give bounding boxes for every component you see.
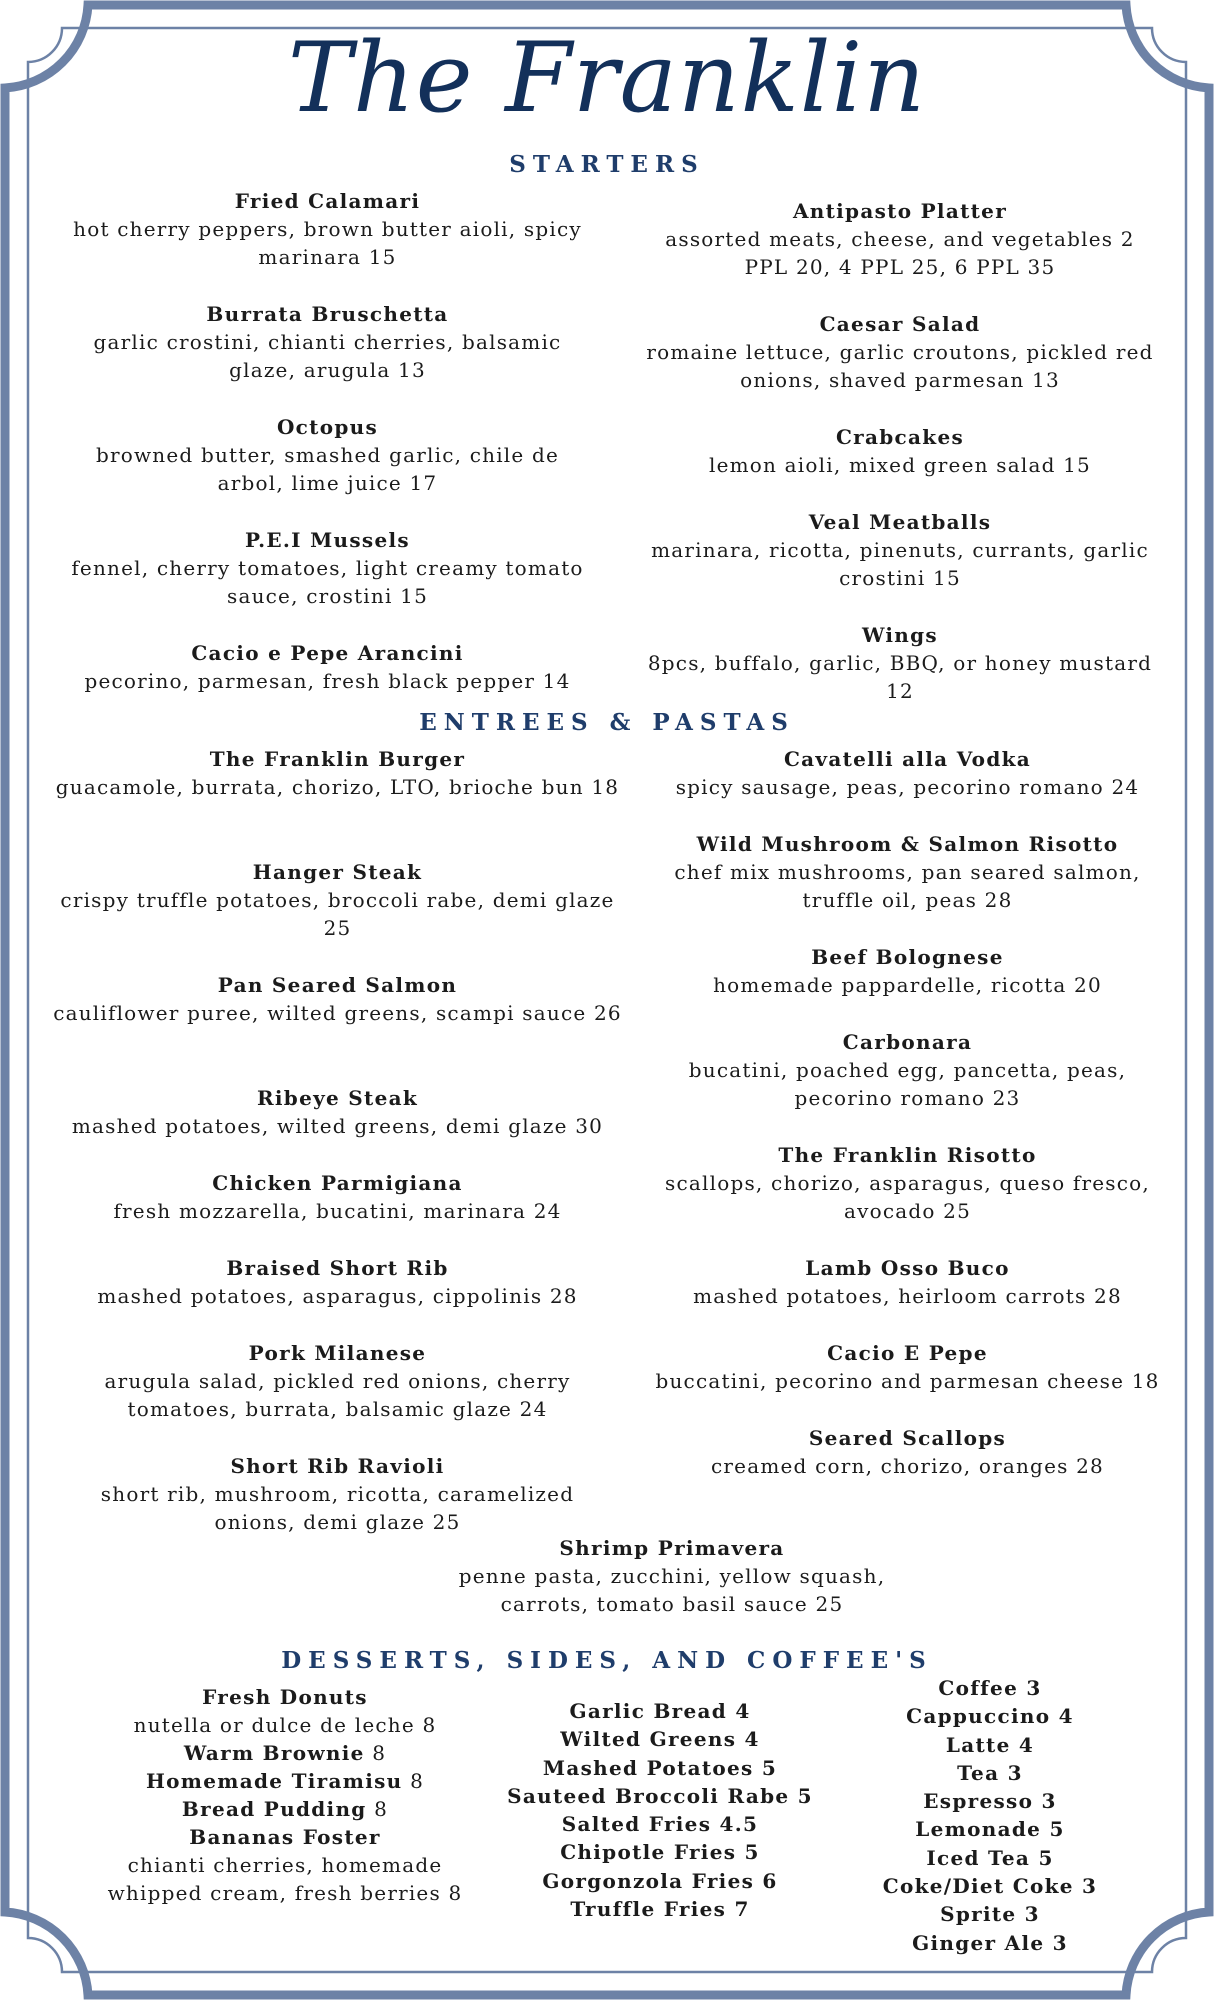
item-name: Seared Scallops [808, 1426, 1007, 1450]
item-description: fennel, cherry tomatoes, light creamy tomato sauce, crostini 15 [71, 556, 584, 608]
item-description: mashed potatoes, wilted greens, demi glaze 30 [71, 1114, 604, 1138]
item-description: hot cherry peppers, brown butter aioli, spicy marinara 15 [73, 217, 582, 269]
list-item: Sprite 3 [940, 1902, 1040, 1927]
item-name: Cavatelli alla Vodka [783, 747, 1032, 771]
item-description: assorted meats, cheese, and vegetables 2 PPL 20, 4 PPL 25, 6 PPL 35 [665, 227, 1135, 279]
menu-item [40, 1169, 635, 1225]
item-name: Octopus [276, 415, 379, 439]
list-item: Lemonade 5 [915, 1817, 1065, 1842]
list-item: Truffle Fries 7 [570, 1897, 750, 1922]
menu-item [60, 300, 595, 384]
item-description: nutella or dulce de leche 8 [133, 1713, 437, 1737]
list-item: Tea 3 [957, 1760, 1023, 1785]
item-name: Veal Meatballs [808, 510, 992, 534]
item-name: The Franklin Risotto [778, 1143, 1037, 1167]
menu-item [60, 413, 595, 497]
menu-item [640, 423, 1160, 479]
item-name: P.E.I Mussels [245, 528, 410, 552]
item-name: Short Rib Ravioli [230, 1454, 445, 1478]
item-description: creamed corn, chorizo, oranges 28 [711, 1454, 1104, 1478]
item-price: 8 [410, 1769, 425, 1793]
item-description: bucatini, poached egg, pancetta, peas, pecorino romano 23 [688, 1058, 1127, 1110]
item-name: Cacio E Pepe [827, 1341, 988, 1365]
item-description: browned butter, smashed garlic, chile de arbol, lime juice 17 [95, 443, 560, 495]
item-description: crispy truffle potatoes, broccoli rabe, demi glaze 25 [60, 888, 615, 940]
sides-list [480, 1697, 840, 1923]
item-name: Pan Seared Salmon [217, 973, 458, 997]
item-name: Cacio e Pepe Arancini [191, 641, 464, 665]
item-name: Caesar Salad [819, 312, 981, 336]
item-description: chef mix mushrooms, pan seared salmon, truffle oil, peas 28 [674, 860, 1141, 912]
item-price: 8 [372, 1741, 387, 1765]
menu-item [40, 639, 615, 695]
item-description: 8pcs, buffalo, garlic, BBQ, or honey mustard 12 [647, 651, 1153, 703]
menu-item [640, 830, 1175, 914]
menu-item [630, 745, 1185, 801]
item-name: Hanger Steak [252, 860, 423, 884]
menu-item [70, 1339, 605, 1423]
section-heading-entrees: ENTREES & PASTAS [419, 709, 795, 736]
menu-item [40, 971, 635, 1027]
item-name: Fried Calamari [234, 189, 421, 213]
list-item: Iced Tea 5 [926, 1845, 1054, 1870]
item-name: Carbonara [842, 1030, 973, 1054]
item-description: buccatini, pecorino and parmesan cheese 18 [655, 1369, 1160, 1393]
menu-item [640, 197, 1160, 281]
item-description: homemade pappardelle, ricotta 20 [713, 973, 1102, 997]
list-item: Salted Fries 4.5 [561, 1812, 759, 1837]
item-name: Homemade Tiramisu [145, 1769, 403, 1793]
item-description: guacamole, burrata, chorizo, LTO, brioche bun 18 [55, 775, 620, 799]
item-description: garlic crostini, chianti cherries, balsamic glaze, arugula 13 [93, 330, 562, 382]
item-name: Crabcakes [835, 425, 965, 449]
item-name: Ribeye Steak [256, 1086, 419, 1110]
item-description: lemon aioli, mixed green salad 15 [709, 453, 1091, 477]
item-name: Bread Pudding [181, 1797, 367, 1821]
item-description: marinara, ricotta, pinenuts, currants, garlic crostini 15 [651, 538, 1149, 590]
list-item: Gorgonzola Fries 6 [542, 1868, 778, 1893]
item-name: The Franklin Burger [209, 747, 466, 771]
menu-item [640, 943, 1175, 999]
list-item: Coke/Diet Coke 3 [882, 1874, 1098, 1899]
item-name: Braised Short Rib [226, 1256, 449, 1280]
list-item: Coffee 3 [938, 1676, 1042, 1700]
menu-item [660, 1028, 1155, 1112]
drinks-list [850, 1674, 1130, 1957]
item-description: spicy sausage, peas, pecorino romano 24 [675, 775, 1140, 799]
item-name: Burrata Bruschetta [206, 302, 449, 326]
item-description: fresh mozzarella, bucatini, marinara 24 [113, 1199, 562, 1223]
section-heading-starters: STARTERS [509, 151, 705, 178]
item-name: Beef Bolognese [811, 945, 1004, 969]
list-item: Latte 4 [945, 1732, 1035, 1757]
item-description: chianti cherries, homemade whipped cream, fresh berries 8 [107, 1853, 463, 1905]
item-description: penne pasta, zucchini, yellow squash, carrots, tomato basil sauce 25 [458, 1564, 886, 1616]
menu-item [640, 1424, 1175, 1480]
menu-item [60, 187, 595, 271]
menu-item [630, 1339, 1185, 1395]
menu-item [640, 621, 1160, 705]
list-item: Ginger Ale 3 [912, 1930, 1068, 1955]
item-description: mashed potatoes, heirloom carrots 28 [693, 1284, 1122, 1308]
item-description: cauliflower puree, wilted greens, scampi sauce 26 [53, 1001, 622, 1025]
item-description: short rib, mushroom, ricotta, caramelized onions, demi glaze 25 [100, 1482, 575, 1534]
list-item: Chipotle Fries 5 [560, 1840, 760, 1865]
menu-item [640, 508, 1160, 592]
item-description: arugula salad, pickled red onions, cherry tomatoes, burrata, balsamic glaze 24 [104, 1369, 571, 1421]
list-item: Mashed Potatoes 5 [542, 1755, 778, 1780]
item-description: mashed potatoes, asparagus, cippolinis 28 [97, 1284, 578, 1308]
restaurant-title: The Franklin [287, 22, 927, 134]
item-name: Wings [862, 623, 938, 647]
menu-item [640, 1141, 1175, 1225]
item-description: romaine lettuce, garlic croutons, pickled red onions, shaved parmesan 13 [646, 340, 1154, 392]
item-name: Bananas Foster [189, 1825, 381, 1849]
menu-item [640, 310, 1160, 394]
menu-item [70, 1452, 605, 1536]
menu-item [60, 526, 595, 610]
desserts-column [75, 1683, 495, 1907]
item-name: Antipasto Platter [792, 199, 1008, 223]
item-name: Pork Milanese [248, 1341, 427, 1365]
item-name: Wild Mushroom & Salmon Risotto [696, 832, 1119, 856]
menu-item [640, 1254, 1175, 1310]
menu-item [40, 1084, 635, 1140]
item-name: Warm Brownie [183, 1741, 365, 1765]
menu-item [40, 1254, 635, 1310]
menu-item [422, 1534, 922, 1618]
item-name: Fresh Donuts [202, 1685, 368, 1709]
item-description: pecorino, parmesan, fresh black pepper 14 [84, 669, 571, 693]
item-name: Shrimp Primavera [559, 1536, 785, 1560]
section-heading-desserts: DESSERTS, SIDES, AND COFFEE'S [281, 1647, 933, 1674]
item-description: scallops, chorizo, asparagus, queso fresco, avocado 25 [665, 1171, 1150, 1223]
menu-item [60, 858, 615, 942]
list-item: Cappuccino 4 [906, 1704, 1074, 1729]
list-item: Wilted Greens 4 [560, 1727, 760, 1752]
item-name: Chicken Parmigiana [212, 1171, 463, 1195]
list-item: Sauteed Broccoli Rabe 5 [507, 1783, 813, 1808]
item-price: 8 [374, 1797, 389, 1821]
list-item: Espresso 3 [923, 1789, 1057, 1814]
menu-item [40, 745, 635, 801]
list-item: Garlic Bread 4 [569, 1699, 751, 1723]
item-name: Lamb Osso Buco [805, 1256, 1010, 1280]
